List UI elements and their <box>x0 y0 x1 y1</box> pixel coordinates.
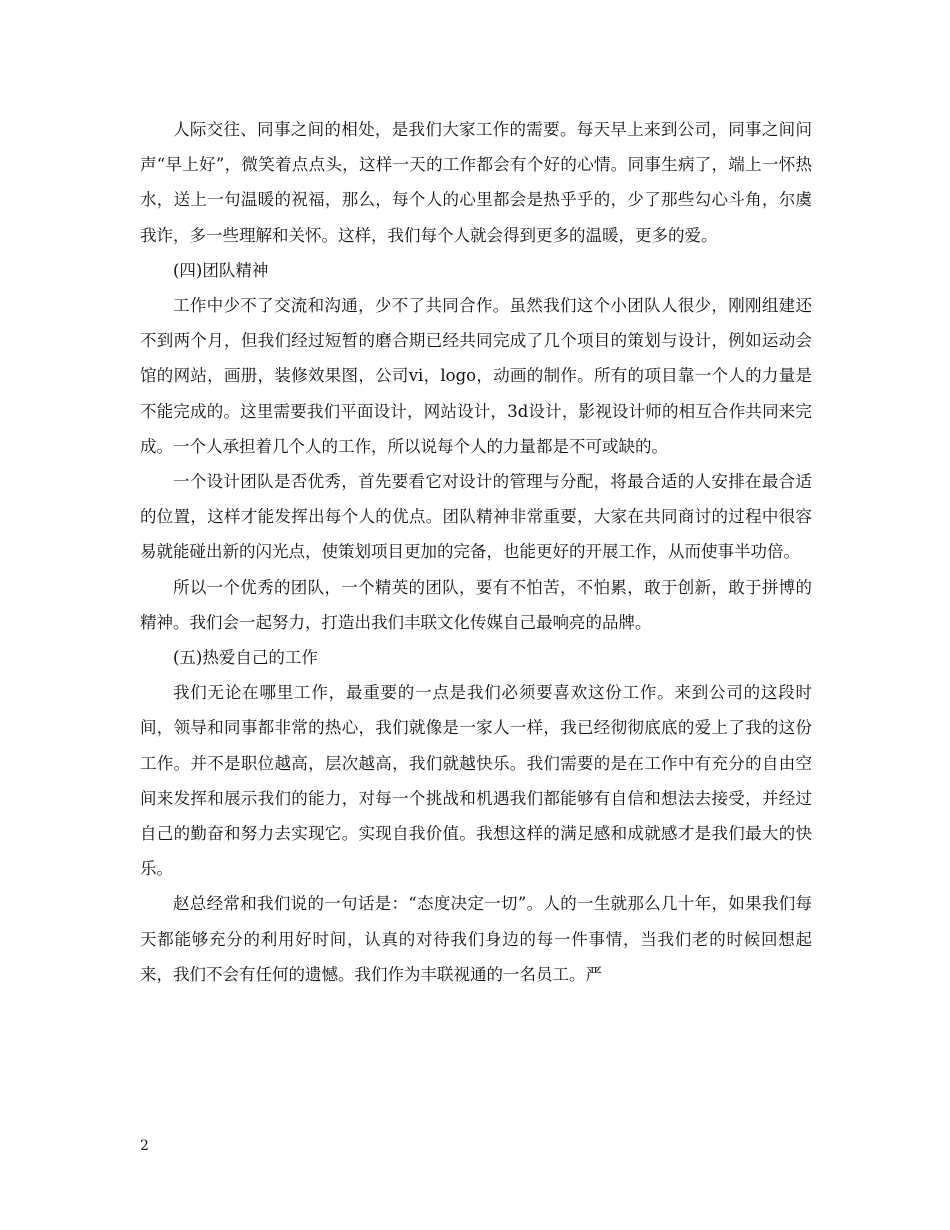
paragraph-interpersonal: 人际交往、同事之间的相处，是我们大家工作的需要。每天早上来到公司，同事之间问声“早上好”，微笑着点点头，这样一天的工作都会有个好的心情。同事生病了，端上一怀热水，送上一句温暖的祝福，那么，每个人的心里都会是热乎乎的，少了那些勾心斗角，尔虞我诈，多一些理解和关怀。这样，我们每个人就会得到更多的温暖，更多的爱。 <box>140 120 812 245</box>
document-body <box>140 112 812 992</box>
paragraph-excellent-team: 所以一个优秀的团队，一个精英的团队，要有不怕苦，不怕累，敢于创新，敢于拼博的精神。我们会一起努力，打造出我们丰联文化传媒自己最响亮的品牌。 <box>140 577 812 632</box>
paragraph-love-work: 我们无论在哪里工作，最重要的一点是我们必须要喜欢这份工作。来到公司的这段时间，领导和同事都非常的热心，我们就像是一家人一样，我已经彻彻底底的爱上了我的这份工作。并不是职位越高，层次越高，我们就越快乐。我们需要的是在工作中有充分的自由空间来发挥和展示我们的能力，对每一个挑战和机遇我们都能够有自信和想法去接受，并经过自己的勤奋和努力去实现它。实现自我价值。我想这样的满足感和成就感才是我们最大的快乐。 <box>140 683 812 879</box>
page-number: 2 <box>140 1138 149 1154</box>
heading-love-work: (五)热爱自己的工作 <box>173 648 318 668</box>
paragraph-attitude: 赵总经常和我们说的一句话是：“态度决定一切”。人的一生就那么几十年，如果我们每天都能够充分的利用好时间，认真的对待我们身边的每一件事情，当我们老的时候回想起来，我们不会有任何的遗憾。我们作为丰联视通的一名员工。严 <box>140 894 812 984</box>
paragraph-design-team: 一个设计团队是否优秀，首先要看它对设计的管理与分配，将最合适的人安排在最合适的位置，这样才能发挥出每个人的优点。团队精神非常重要，大家在共同商讨的过程中很容易就能碰出新的闪光点，使策划项目更加的完备，也能更好的开展工作，从而使事半功倍。 <box>140 472 812 562</box>
paragraph-teamwork: 工作中少不了交流和沟通，少不了共同合作。虽然我们这个小团队人很少，刚刚组建还不到两个月，但我们经过短暂的磨合期已经共同完成了几个项目的策划与设计，例如运动会馆的网站，画册，装修效果图，公司vi，logo，动画的制作。所有的项目靠一个人的力量是不能完成的。这里需要我们平面设计，网站设计，3d设计，影视设计师的相互合作共同来完成。一个人承担着几个人的工作，所以说每个人的力量都是不可或缺的。 <box>140 296 812 456</box>
heading-team-spirit: (四)团队精神 <box>173 260 269 280</box>
